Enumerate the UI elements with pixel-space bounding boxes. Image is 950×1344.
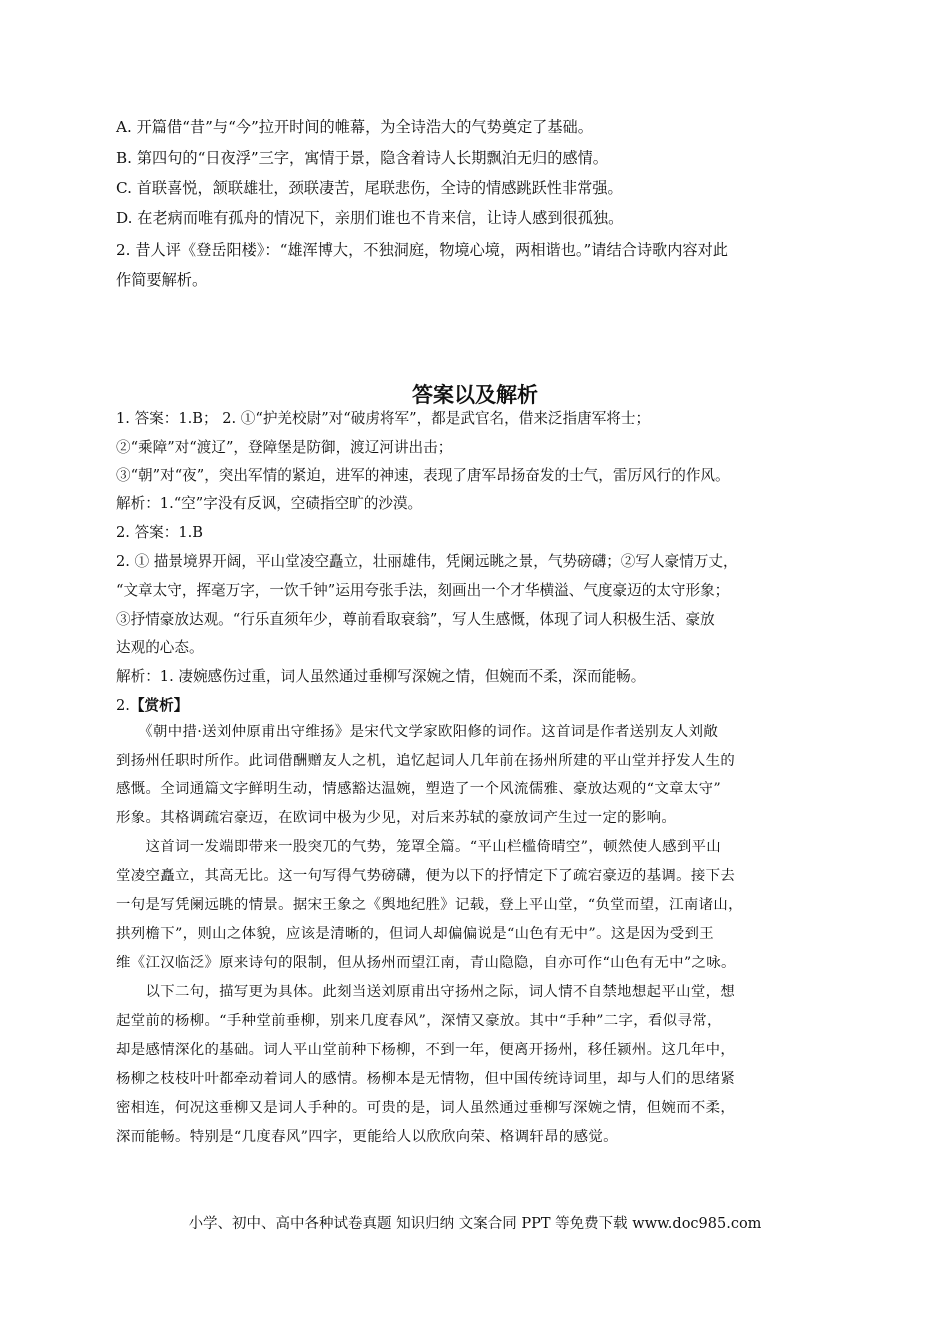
answer-line: ③抒情豪放达观。“行乐直须年少，尊前看取衰翁”，写人生感慨，体现了词人积极生活、豪放 bbox=[116, 611, 715, 628]
paragraph-line: 以下二句，描写更为具体。此刻当送刘原甫出守扬州之际，词人情不自禁地想起平山堂，想 bbox=[116, 984, 736, 1000]
paragraph-line: 形象。其格调疏宕豪迈，在欧词中极为少见，对后来苏轼的豪放词产生过一定的影响。 bbox=[116, 810, 677, 826]
paragraph-line: 深而能畅。特别是“几度春风”四字，更能给人以欣欣向荣、格调轩昂的感觉。 bbox=[116, 1129, 618, 1145]
option-b: B. 第四句的“日夜浮”三字，寓情于景，隐含着诗人长期飘泊无归的感情。 bbox=[116, 149, 608, 167]
paragraph-line: 到扬州任职时所作。此词借酬赠友人之机，追忆起词人几年前在扬州所建的平山堂并抒发人生的 bbox=[116, 753, 736, 769]
paragraph-line: 杨柳之枝枝叶叶都牵动着词人的感情。杨柳本是无情物，但中国传统诗词里，却与人们的思绪紧 bbox=[116, 1071, 736, 1087]
answer-line: 解析：1.“空”字没有反讽，空碛指空旷的沙漠。 bbox=[116, 495, 423, 512]
option-c: C. 首联喜悦，颔联雄壮，颈联凄苦，尾联悲伤，全诗的情感跳跃性非常强。 bbox=[116, 179, 623, 197]
option-a: A. 开篇借“昔”与“今”拉开时间的帷幕，为全诗浩大的气势奠定了基础。 bbox=[116, 118, 593, 136]
paragraph-line: 维《江汉临泛》原来诗句的限制，但从扬州而望江南，青山隐隐，自亦可作“山色有无中”之咏。 bbox=[116, 955, 736, 971]
question-2-line-2: 作简要解析。 bbox=[116, 271, 208, 289]
answer-line: “文章太守，挥毫万字，一饮千钟”运用夸张手法，刻画出一个才华横溢、气度豪迈的太守形象； bbox=[116, 582, 730, 599]
paragraph-line: 密相连，何况这垂柳又是词人手种的。可贵的是，词人虽然通过垂柳写深婉之情，但婉而不柔， bbox=[116, 1100, 736, 1116]
appreciation-heading bbox=[116, 696, 188, 716]
paragraph-line: 堂凌空矗立，其高无比。这一句写得气势磅礴，便为以下的抒情定下了疏宕豪迈的基调。接下去 bbox=[116, 868, 736, 884]
answer-line: ③“朝”对“夜”，突出军情的紧迫，进军的神速，表现了唐军昂扬奋发的士气，雷厉风行的作风。 bbox=[116, 467, 730, 484]
footer-download-note: 小学、初中、高中各种试卷真题 知识归纳 文案合同 PPT 等免费下载 www.doc985.com bbox=[188, 1216, 762, 1232]
appreciation-number: 2. bbox=[116, 697, 130, 714]
answer-line: 2. 答案：1.B bbox=[116, 524, 203, 541]
answer-line: 1. 答案：1.B； 2. ①“护羌校尉”对“破虏将军”，都是武官名，借来泛指唐军将士； bbox=[116, 410, 651, 427]
paragraph-line: 起堂前的杨柳。“手种堂前垂柳，别来几度春风”，深情又豪放。其中“手种”二字，看似寻常， bbox=[116, 1013, 722, 1029]
answer-line: ②“乘障”对“渡辽”，登障堡是防御，渡辽河讲出击； bbox=[116, 439, 453, 456]
paragraph-line: 这首词一发端即带来一股突兀的气势，笼罩全篇。“平山栏槛倚晴空”，顿然使人感到平山 bbox=[116, 839, 722, 855]
option-d: D. 在老病而唯有孤舟的情况下，亲朋们谁也不肯来信，让诗人感到很孤独。 bbox=[116, 209, 624, 227]
answer-line: 达观的心态。 bbox=[116, 639, 204, 656]
answer-line: 2. ① 描景境界开阔，平山堂凌空矗立，壮丽雄伟，凭阑远眺之景，气势磅礴；②写人豪情万丈， bbox=[116, 553, 738, 570]
appreciation-label: 【赏析】 bbox=[129, 697, 189, 714]
paragraph-line: 拱列檐下”，则山之体貌，应该是清晰的，但词人却偏偏说是“山色有无中”。这是因为受到王 bbox=[116, 926, 715, 942]
paragraph-line: 一句是写凭阑远眺的情景。据宋王象之《舆地纪胜》记载，登上平山堂，“负堂而望，江南诸山， bbox=[116, 897, 743, 913]
paragraph-line: 《朝中措·送刘仲原甫出守维扬》是宋代文学家欧阳修的词作。这首词是作者送别友人刘敞 bbox=[116, 724, 719, 740]
answer-section-title: 答案以及解析 bbox=[412, 383, 538, 407]
question-2-line-1: 2. 昔人评《登岳阳楼》：“雄浑博大，不独洞庭，物境心境，两相谐也。”请结合诗歌内容对此 bbox=[116, 241, 728, 259]
paragraph-line: 感慨。全词通篇文字鲜明生动，情感豁达温婉，塑造了一个风流儒雅、豪放达观的“文章太守” bbox=[116, 781, 722, 797]
answer-line: 解析：1. 凄婉感伤过重，词人虽然通过垂柳写深婉之情，但婉而不柔，深而能畅。 bbox=[116, 668, 646, 685]
paragraph-line: 却是感情深化的基础。词人平山堂前种下杨柳，不到一年，便离开扬州，移任颍州。这几年中， bbox=[116, 1042, 736, 1058]
